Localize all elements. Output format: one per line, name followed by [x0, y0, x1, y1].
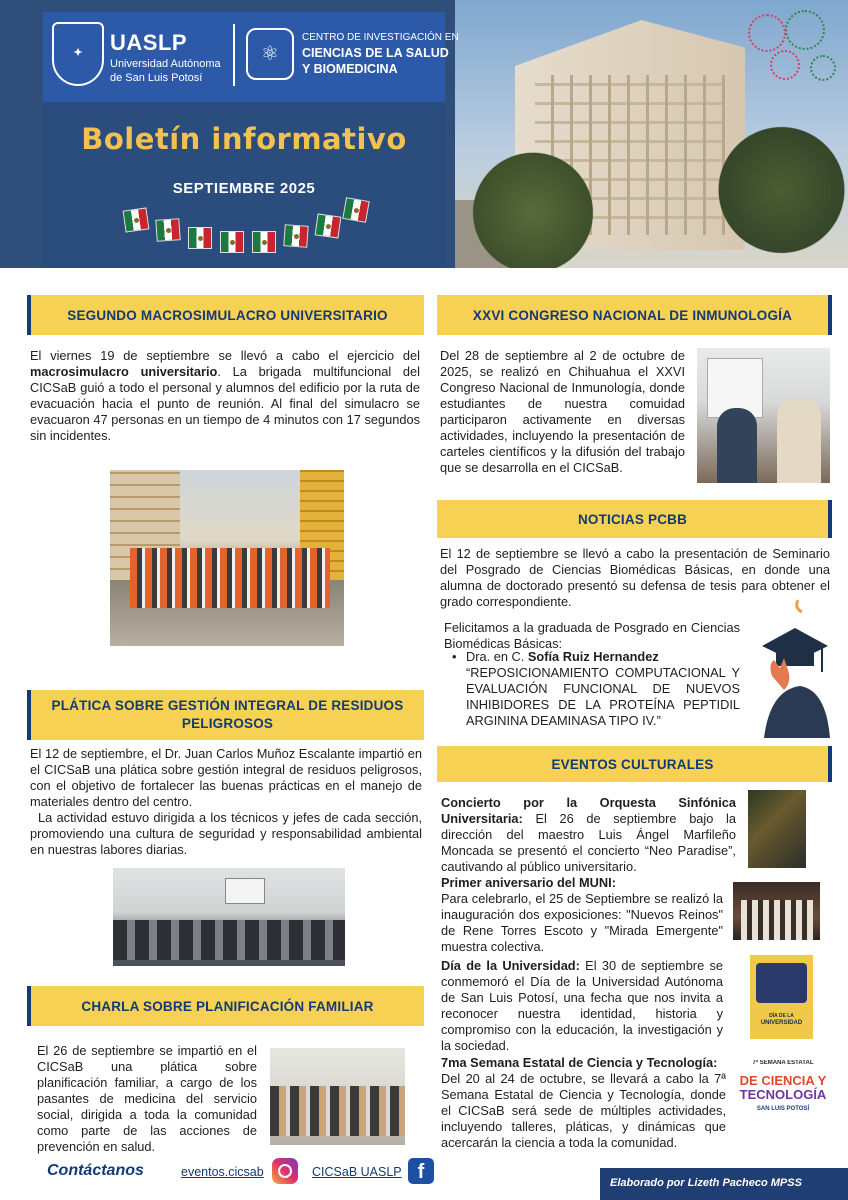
pcbb-heading: NOTICIAS PCBB — [437, 500, 832, 538]
university-short-name: UASLP — [110, 30, 188, 55]
congreso-heading: XXVI CONGRESO NACIONAL DE INMUNOLOGÍA — [437, 295, 832, 335]
concierto-photo — [748, 790, 806, 868]
mexico-flag-icon — [188, 227, 212, 249]
evento-muni-title: Primer aniversario del MUNI: — [441, 875, 616, 890]
contact-label: Contáctanos — [47, 1162, 144, 1179]
firework-decoration — [748, 14, 786, 52]
macrosimulacro-photo — [110, 470, 344, 646]
evento-muni-body: Para celebrarlo, el 25 de Septiembre se realizó la inauguración dos exposiciones: "Nuevos Reinos" de Rene Torres Escoto y "Mirada Emergente" muestra colectiva. — [441, 891, 723, 954]
evento-dia-body: El 30 de septiembre se conmemoró el Día de la Universidad Autónoma de San Luis Potosí, una fecha que nos invita a reconocer nuestra identidad, historia y compromiso con la educación, la investigación y la sociedad. — [441, 958, 723, 1053]
email-link[interactable]: eventos.cicsab — [181, 1165, 264, 1179]
planificacion-text: El 26 de septiembre se impartió en el CICSaB una plática sobre planificación familiar, a cargo de los pasantes de medicina del servicio social, dirigida a toda la comunidad como parte de las acciones de prevención en salud. — [37, 1043, 257, 1154]
mexico-flag-icon — [315, 213, 342, 238]
semana-ciencia-logo — [733, 1060, 833, 1124]
evento-semana-title: 7ma Semana Estatal de Ciencia y Tecnología: — [441, 1055, 718, 1070]
evento-concierto-body: El 26 de septiembre bajo la dirección del maestro Luis Ángel Marfileño Moncada se presentó el concierto “Neo Paradise”, cautivando al público universitario. — [441, 811, 736, 874]
macrosimulacro-heading: SEGUNDO MACROSIMULACRO UNIVERSITARIO — [27, 295, 424, 335]
bulletin-title: Boletín informativo — [81, 122, 407, 156]
macrosimulacro-bold: macrosimulacro universitario — [30, 364, 218, 379]
congreso-text: Del 28 de septiembre al 2 de octubre de 2025, se realizó en Chihuahua el XXVI Congreso Nacional de Inmunología, donde estudiantes de nuestra comuidad participaron activamente en diversas actividades, incluyendo la presentación de carteles científicos y la difusión del trabajo que se desarrolla en el CICSaB. — [440, 348, 685, 475]
bullet-icon: • — [452, 649, 457, 664]
planificacion-heading: CHARLA SOBRE PLANIFICACIÓN FAMILIAR — [27, 986, 424, 1026]
mexico-flag-icon — [155, 218, 180, 242]
planificacion-photo — [270, 1048, 405, 1145]
graduation-cap-icon — [760, 598, 830, 738]
macrosimulacro-text-b: . La brigada multifuncional del CICSaB guió a todo el personal y alumnos del edificio por la ruta de evacuación hacia el punto de reunión. Al final del simulacro se evacuaron 47 personas en un tiempo de 4 minutos con 17 segundos sin incidentes. — [30, 364, 420, 443]
trees-right — [715, 110, 848, 268]
graduate-prefix: Dra. en C. — [466, 649, 525, 664]
pcbb-congrats: Felicitamos a la graduada de Posgrado en Ciencias Biomédicas Básicas: — [444, 620, 740, 651]
mexico-flag-icon — [283, 224, 308, 248]
macrosimulacro-text — [30, 348, 420, 444]
university-name-line2: de San Luis Potosí — [110, 72, 203, 84]
residuos-text-2: La actividad estuvo dirigida a los técnicos y jefes de cada sección, promoviendo una cultura de seguridad y responsabilidad ambiental en nuestras labores diarias. — [30, 810, 422, 857]
poster-dia-text-2: UNIVERSIDAD — [760, 1020, 803, 1026]
pcbb-graduate — [452, 649, 740, 729]
uaslp-shield-icon: ✦ — [52, 22, 104, 86]
instagram-icon[interactable] — [272, 1158, 298, 1184]
evento-muni — [441, 875, 723, 955]
evento-semana-body: Del 20 al 24 de octubre, se llevará a cabo la 7ª Semana Estatal de Ciencia y Tecnología, donde el CICSaB será sede de múltiples actividades, incluyendo talleres, pláticas, y dinámicas que acercarán la ciencia a toda la comunidad. — [441, 1071, 726, 1150]
eventos-heading: EVENTOS CULTURALES — [437, 746, 832, 782]
pcbb-text: El 12 de septiembre se llevó a cabo la presentación de Seminario del Posgrado de Ciencias Biomédicas Básicas, en donde una alumna de doctorado presentó su defensa de tesis para obtener el grado correspondiente. — [440, 546, 830, 609]
poster-dia-text-1: DÍA DE LA — [769, 1013, 794, 1019]
macrosimulacro-text-a: El viernes 19 de septiembre se llevó a cabo el ejercicio del — [30, 348, 420, 363]
header-banner — [0, 0, 848, 268]
semana-logo-top: 7ª SEMANA ESTATAL — [752, 1060, 814, 1066]
mexico-flag-icon — [342, 197, 369, 223]
trees-left — [470, 145, 610, 268]
residuos-text-1: El 12 de septiembre, el Dr. Juan Carlos Muñoz Escalante impartió en el CICSaB una plática sobre gestión integral de residuos peligrosos, con el objetivo de fortalecer las buenas prácticas en el manejo de materiales dentro del centro. — [30, 746, 422, 809]
facebook-icon[interactable]: f — [408, 1158, 434, 1184]
muni-photo — [733, 882, 820, 940]
mexico-flag-icon — [220, 231, 244, 253]
social-link[interactable]: CICSaB UASLP — [312, 1165, 402, 1179]
logo-divider — [233, 24, 235, 86]
dia-universidad-poster — [750, 955, 813, 1039]
evento-dia-universidad — [441, 958, 723, 1054]
graduate-name: Sofía Ruiz Hernandez — [527, 649, 659, 664]
cicsab-logo-icon: ⚛ — [246, 28, 294, 80]
residuos-photo — [113, 868, 345, 966]
congreso-photo — [697, 348, 830, 483]
firework-decoration — [785, 10, 825, 50]
firework-decoration — [770, 50, 800, 80]
footer-credit: Elaborado por Lizeth Pacheco MPSS — [610, 1177, 802, 1189]
evento-dia-title: Día de la Universidad: — [441, 958, 580, 973]
bulletin-month: SEPTIEMBRE 2025 — [172, 180, 316, 197]
evento-concierto — [441, 795, 736, 875]
center-name-line1: CENTRO DE INVESTIGACIÓN EN — [302, 32, 459, 43]
center-name-line2: CIENCIAS DE LA SALUD — [302, 46, 449, 60]
semana-logo-mid1: DE CIENCIA Y — [739, 1073, 827, 1088]
mexico-flag-icon — [123, 207, 150, 232]
evento-concierto-title: Concierto por la Orquesta Sinfónica Universitaria: — [441, 795, 736, 826]
firework-decoration — [810, 55, 836, 81]
evento-semana-ciencia — [441, 1055, 726, 1151]
mexico-flag-icon — [252, 231, 276, 253]
thesis-title: “REPOSICIONAMIENTO COMPUTACIONAL Y EVALUACIÓN FUNCIONAL DE NUEVOS INHIBIDORES DE LA PROTEÍNA PEPTIDIL ARGININA DEAMINASA TIPO IV.” — [466, 665, 740, 728]
flag-garland — [120, 195, 370, 255]
university-name-line1: Universidad Autónoma — [110, 58, 221, 70]
residuos-heading: PLÁTICA SOBRE GESTIÓN INTEGRAL DE RESIDUOS PELIGROSOS — [27, 690, 424, 740]
semana-logo-mid2: TECNOLOGÍA — [739, 1087, 827, 1102]
center-name-line3: Y BIOMEDICINA — [302, 62, 398, 76]
semana-logo-bottom: SAN LUIS POTOSÍ — [756, 1106, 810, 1112]
